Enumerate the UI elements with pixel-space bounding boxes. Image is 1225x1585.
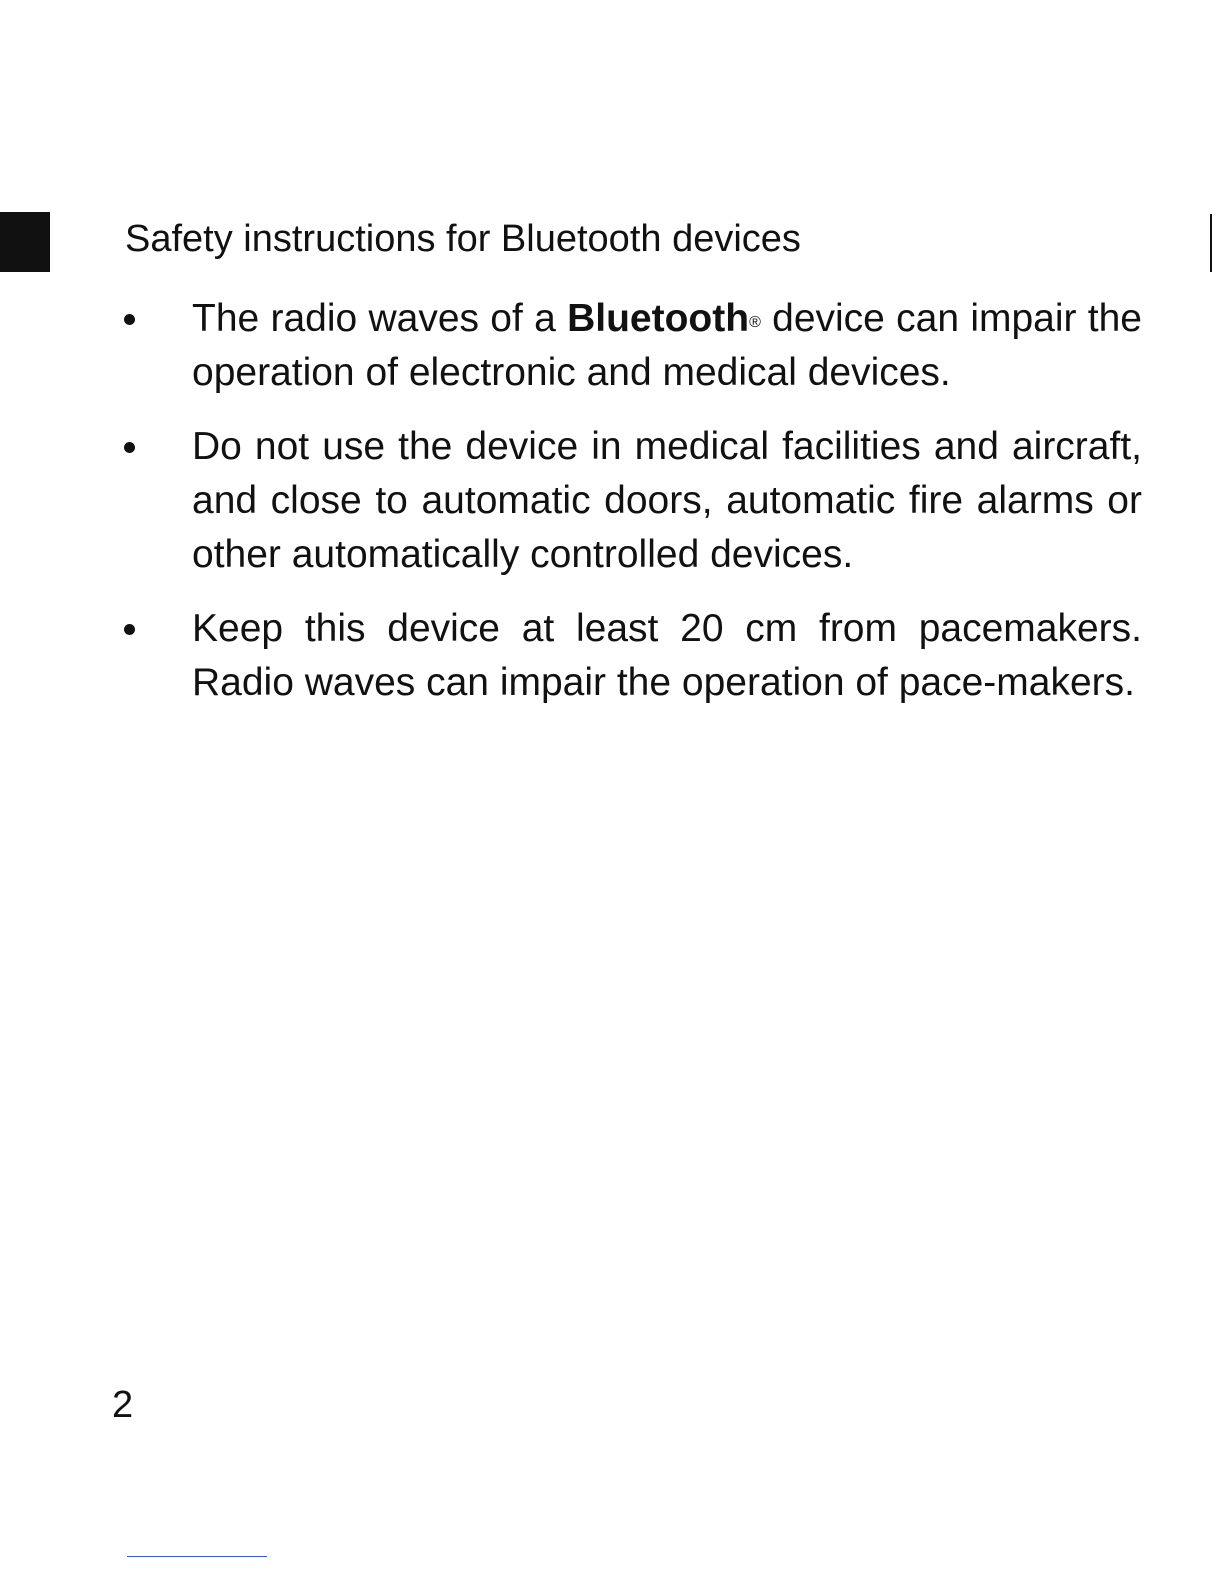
list-item-pacemakers	[110, 602, 1142, 710]
bullet-icon	[124, 442, 135, 453]
list-item-radio-waves	[110, 292, 1142, 400]
registered-mark: ®	[749, 314, 761, 331]
item-text-after: device can impair the operation of electronic and medical devices.	[192, 297, 1142, 394]
page-heading: Safety instructions for Bluetooth devices	[125, 218, 801, 260]
footer-underline	[127, 1556, 267, 1557]
page-number: 2	[112, 1384, 134, 1426]
item-text-before: The radio waves of a	[192, 297, 568, 340]
section-thumb-tab	[0, 212, 50, 272]
safety-list	[110, 292, 1142, 710]
item-text: Keep this device at least 20 cm from pacemakers. Radio waves can impair the operation of pace-makers.	[192, 607, 1142, 704]
page-edge-rule	[1210, 214, 1212, 272]
item-text: Do not use the device in medical facilities and aircraft, and close to automatic doors, automatic fire alarms or other automatically controlled devices.	[192, 425, 1142, 576]
bullet-icon	[124, 624, 135, 635]
bullet-icon	[124, 314, 135, 325]
list-item-medical-facilities	[110, 420, 1142, 582]
bluetooth-brand: Bluetooth	[567, 297, 750, 340]
